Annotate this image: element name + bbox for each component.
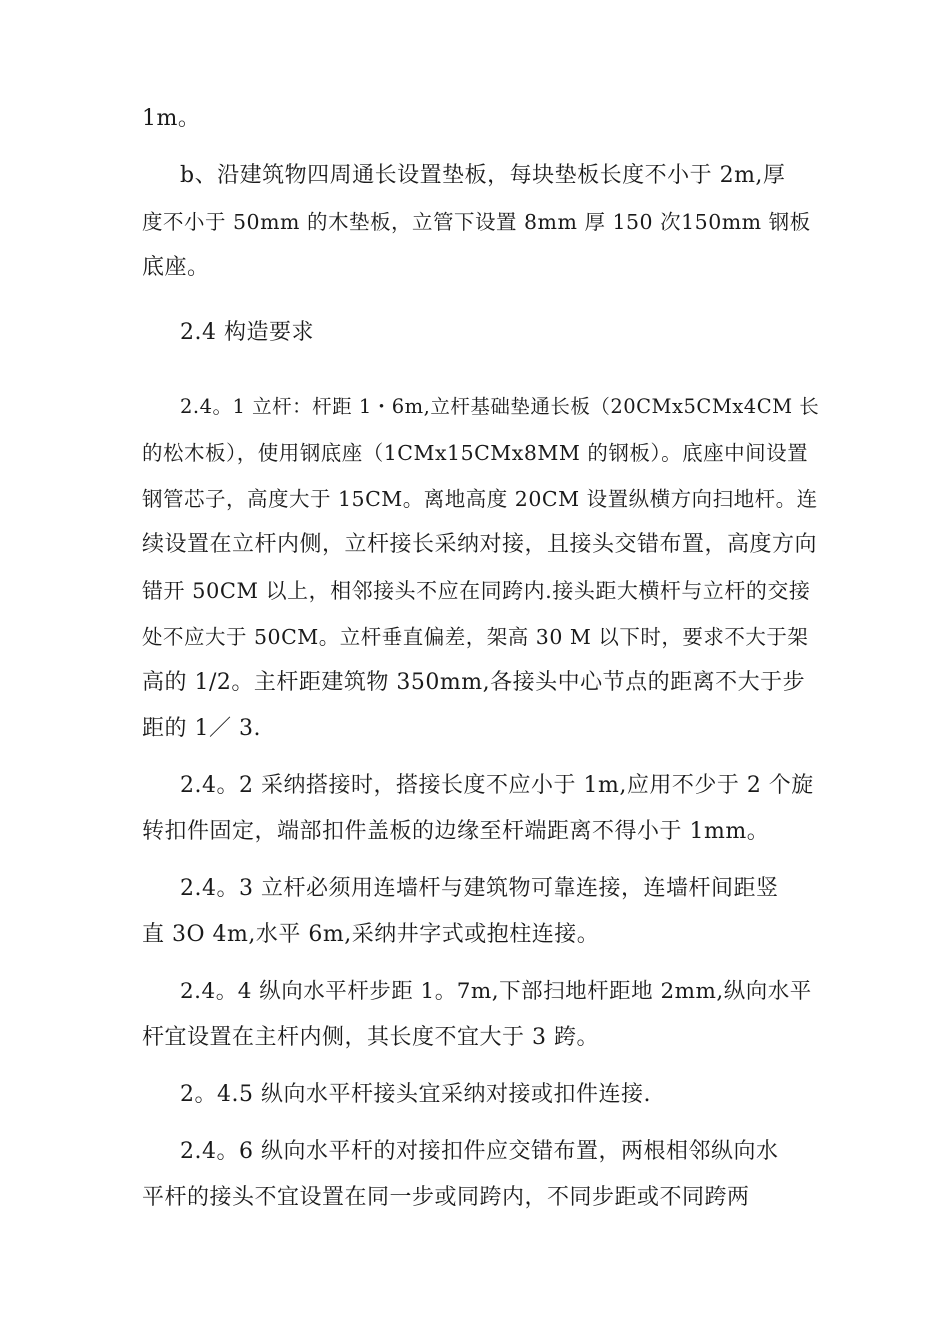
- text-line: 2。4.5 纵向水平杆接头宜采纳对接或扣件连接.: [180, 1082, 651, 1107]
- text-line: 1m。: [142, 106, 201, 131]
- text-line: 处不应大于 50CM。立杆垂直偏差，架高 30 M 以下时，要求不大于架: [142, 625, 809, 649]
- text-line: b、沿建筑物四周通长设置垫板，每块垫板长度不小于 2m,厚: [180, 163, 786, 188]
- text-line: 距的 1／ 3.: [142, 716, 261, 741]
- text-line: 2.4。2 采纳搭接时，搭接长度不应小于 1m,应用不少于 2 个旋: [180, 773, 814, 798]
- text-line: 续设置在立杆内侧，立杆接长采纳对接，且接头交错布置，高度方向: [142, 532, 818, 557]
- text-line: 转扣件固定，端部扣件盖板的边缘至杆端距离不得小于 1mm。: [142, 819, 770, 844]
- text-line: 错开 50CM 以上，相邻接头不应在同跨内.接头距大横杆与立杆的交接: [142, 579, 811, 603]
- text-line: 钢管芯子，高度大于 15CM。离地高度 20CM 设置纵横方向扫地杆。连: [142, 487, 818, 511]
- text-line: 平杆的接头不宜设置在同一步或同跨内，不同步距或不同跨两: [142, 1185, 750, 1210]
- text-line: 2.4。3 立杆必须用连墙杆与建筑物可靠连接，连墙杆间距竖: [180, 876, 779, 901]
- text-line: 杆宜设置在主杆内侧，其长度不宜大于 3 跨。: [142, 1025, 599, 1050]
- text-line: 2.4。4 纵向水平杆步距 1。7m,下部扫地杆距地 2mm,纵向水平: [180, 979, 812, 1004]
- section-heading: 2.4 构造要求: [180, 320, 314, 345]
- text-line: 的松木板），使用钢底座（1CMx15CMx8MM 的钢板）。底座中间设置: [142, 441, 809, 465]
- text-line: 2.4。6 纵向水平杆的对接扣件应交错布置，两根相邻纵向水: [180, 1139, 779, 1164]
- document-page: [142, 96, 822, 1221]
- text-line: 2.4。1 立杆：杆距 1・6m,立杆基础垫通长板（20CMx5CMx4CM 长: [180, 395, 820, 418]
- text-line: 高的 1/2。主杆距建筑物 350mm,各接头中心节点的距离不大于步: [142, 670, 806, 695]
- text-line: 度不小于 50mm 的木垫板，立管下设置 8mm 厚 150 次150mm 钢板: [142, 210, 811, 234]
- text-line: 底座。: [142, 255, 210, 280]
- text-line: 直 3O 4m,水平 6m,采纳井字式或抱柱连接。: [142, 922, 600, 947]
